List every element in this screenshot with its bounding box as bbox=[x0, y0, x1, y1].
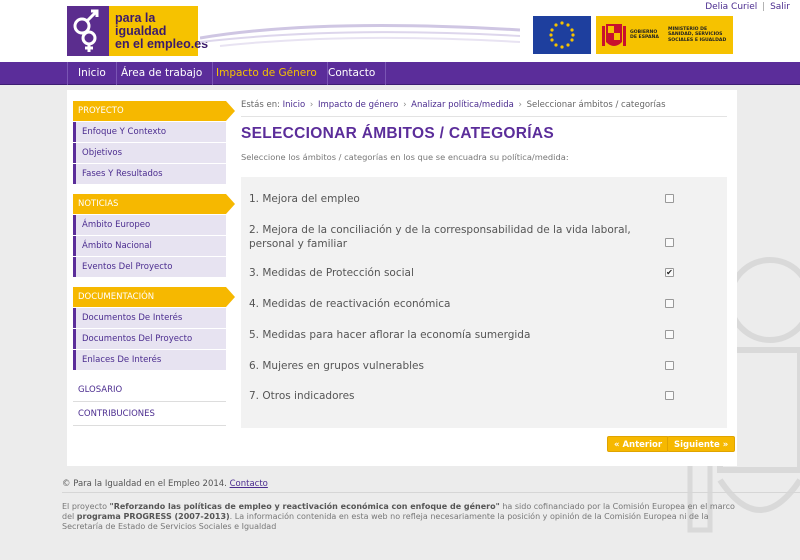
category-checkbox-7[interactable] bbox=[665, 391, 674, 400]
page-subtitle: Seleccione los ámbitos / categorías en los que se encuadra su política/medida: bbox=[241, 152, 569, 162]
site-logo[interactable] bbox=[67, 6, 209, 56]
sidebar-item-enlaces[interactable]: Enlaces De Interés bbox=[73, 350, 226, 370]
user-name-link[interactable]: Delia Curiel bbox=[705, 2, 758, 12]
note-suffix: . La información contenida en esta web no refleja necesariamente la posición y opinión de la Comisión Europea ni de la Secretaría de Estado de Servicios Sociales e Igualdad bbox=[62, 512, 709, 531]
nav-item-inicio[interactable]: Inicio bbox=[67, 62, 117, 85]
sidebar bbox=[73, 101, 235, 426]
logout-link[interactable]: Salir bbox=[770, 2, 790, 12]
eu-flag-logo bbox=[533, 16, 591, 54]
nav-item-impacto-de-genero[interactable]: Impacto de Género bbox=[206, 62, 328, 85]
category-label-7: 7. Otros indicadores bbox=[249, 390, 355, 402]
breadcrumb-link-analizar[interactable]: Analizar política/medida bbox=[411, 100, 514, 110]
category-label-3: 3. Medidas de Protección social bbox=[249, 267, 414, 279]
breadcrumb bbox=[241, 100, 666, 110]
footer-copyright bbox=[62, 479, 268, 489]
next-button[interactable]: Siguiente » bbox=[667, 436, 735, 452]
note-middle: ha sido cofinanciado por la Comisión Europea en el marco del bbox=[62, 502, 735, 521]
category-checkbox-2[interactable] bbox=[665, 238, 674, 247]
category-label-1: 1. Mejora del empleo bbox=[249, 193, 360, 205]
sidebar-item-ambito-europeo[interactable]: Ámbito Europeo bbox=[73, 215, 226, 235]
breadcrumb-sep: › bbox=[403, 100, 407, 110]
sidebar-item-documentos-interes[interactable]: Documentos De Interés bbox=[73, 308, 226, 328]
copyright-text: © Para la Igualdad en el Empleo 2014. bbox=[62, 479, 227, 489]
user-links-separator: | bbox=[762, 2, 766, 12]
footer-contact-link[interactable]: Contacto bbox=[229, 479, 268, 489]
ministry-label: MINISTERIO DE SANIDAD, SERVICIOS SOCIALES E IGUALDAD bbox=[668, 26, 727, 43]
logo-line-2: igualdad bbox=[115, 23, 167, 38]
category-label-2: 2. Mejora de la conciliación y de la corresponsabilidad de la vida laboral, personal y familiar bbox=[249, 224, 631, 250]
breadcrumb-current: Seleccionar ámbitos / categorías bbox=[526, 100, 666, 110]
sidebar-section-proyecto[interactable]: PROYECTO bbox=[73, 101, 226, 121]
sidebar-item-ambito-nacional[interactable]: Ámbito Nacional bbox=[73, 236, 226, 256]
category-checkbox-6[interactable] bbox=[665, 361, 674, 370]
sidebar-section-noticias[interactable]: NOTICIAS bbox=[73, 194, 226, 214]
breadcrumb-sep: › bbox=[309, 100, 314, 110]
gender-symbols-icon bbox=[67, 6, 109, 56]
programme-name: programa PROGRESS (2007-2013) bbox=[76, 512, 230, 521]
sidebar-item-documentos-proyecto[interactable]: Documentos Del Proyecto bbox=[73, 329, 226, 349]
breadcrumb-link-impacto[interactable]: Impacto de género bbox=[317, 100, 399, 110]
logo-line-1: para la bbox=[115, 10, 156, 25]
sidebar-section-documentacion[interactable]: DOCUMENTACIÓN bbox=[73, 287, 226, 307]
footer-divider bbox=[62, 492, 800, 493]
category-checkbox-3[interactable]: ✔ bbox=[666, 268, 673, 277]
sidebar-item-enfoque[interactable]: Enfoque Y Contexto bbox=[73, 122, 226, 142]
nav-item-contacto[interactable]: Contacto bbox=[318, 62, 386, 85]
breadcrumb-divider bbox=[241, 116, 727, 117]
category-label-6: 6. Mujeres en grupos vulnerables bbox=[249, 360, 424, 372]
category-label-5: 5. Medidas para hacer aflorar la economía sumergida bbox=[249, 329, 531, 341]
sidebar-item-eventos[interactable]: Eventos Del Proyecto bbox=[73, 257, 226, 277]
page-title: SELECCIONAR ÁMBITOS / CATEGORÍAS bbox=[241, 125, 555, 142]
gov-label: GOBIERNO DE ESPAÑA bbox=[630, 29, 659, 40]
logo-line-3: en el empleo.es bbox=[115, 36, 209, 51]
main-nav bbox=[0, 62, 800, 85]
header-swoosh bbox=[200, 8, 520, 56]
prev-button[interactable]: « Anterior bbox=[607, 436, 669, 452]
coat-of-arms-icon bbox=[602, 20, 626, 50]
sidebar-item-fases[interactable]: Fases Y Resultados bbox=[73, 164, 226, 184]
footer-note bbox=[62, 502, 742, 532]
project-name: "Reforzando las políticas de empleo y reactivación económica con enfoque de género" bbox=[109, 502, 500, 511]
breadcrumb-prefix: Estás en: bbox=[241, 100, 280, 110]
sidebar-item-objetivos[interactable]: Objetivos bbox=[73, 143, 226, 163]
breadcrumb-link-inicio[interactable]: Inicio bbox=[282, 100, 306, 110]
site-header bbox=[0, 0, 800, 62]
category-checkbox-5[interactable] bbox=[665, 330, 674, 339]
note-prefix: El proyecto bbox=[62, 502, 107, 511]
category-checkbox-1[interactable] bbox=[665, 194, 674, 203]
sidebar-link-glosario[interactable]: GLOSARIO bbox=[73, 378, 226, 402]
ministry-logo bbox=[596, 16, 733, 54]
breadcrumb-sep: › bbox=[518, 100, 522, 110]
category-label-4: 4. Medidas de reactivación económica bbox=[249, 298, 451, 310]
nav-item-area-de-trabajo[interactable]: Área de trabajo bbox=[111, 62, 213, 85]
category-list bbox=[241, 177, 727, 428]
sidebar-link-contribuciones[interactable]: CONTRIBUCIONES bbox=[73, 402, 226, 426]
category-checkbox-4[interactable] bbox=[665, 299, 674, 308]
